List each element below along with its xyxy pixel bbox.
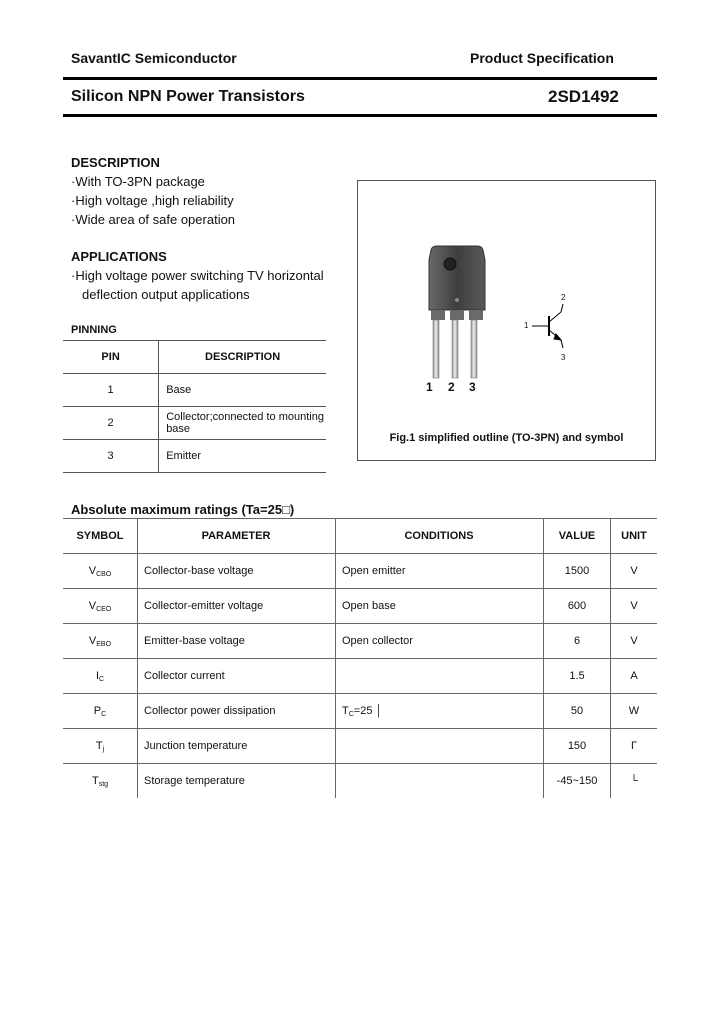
table-row [63, 440, 326, 473]
applications-item: deflection output applications [82, 287, 250, 302]
unit-cell: V [630, 565, 638, 577]
package-marking [455, 298, 459, 302]
symbol-cell [63, 589, 138, 624]
table-header-row [63, 341, 326, 374]
value-cell: -45~150 [544, 764, 611, 799]
ratings-title: Absolute maximum ratings (Ta=25□) [71, 502, 295, 517]
npn-transistor-symbol [532, 304, 563, 348]
figure-caption: Fig.1 simplified outline (TO-3PN) and symbol [389, 432, 624, 444]
table-row [63, 694, 657, 729]
table-row [63, 374, 326, 407]
lead-shoulder [431, 310, 445, 320]
product-line: Silicon NPN Power Transistors [71, 88, 305, 105]
table-row [63, 589, 657, 624]
symbol-subscript: CBO [96, 570, 112, 578]
lead-3 [471, 320, 477, 378]
pin-description: Base [166, 384, 192, 396]
ratings-table [63, 518, 657, 798]
pinning-heading: PINNING [71, 324, 117, 336]
symbol-letter: V [88, 599, 97, 612]
parameter-cell: Emitter-base voltage [138, 624, 336, 659]
conditions-cell [336, 659, 544, 694]
applications-heading: APPLICATIONS [71, 249, 167, 264]
description-item: ·High voltage ,high reliability [71, 193, 234, 208]
value-cell: 6 [544, 624, 611, 659]
symbol-subscript: C [101, 710, 107, 718]
value-cell: 150 [544, 729, 611, 764]
value-cell: 1.5 [544, 659, 611, 694]
value-cell: 1500 [544, 554, 611, 589]
pin-number: 1 [63, 374, 159, 407]
symbol-cell [63, 729, 138, 764]
lead-1 [433, 320, 439, 378]
pin-description: Collector;connected to mounting base [166, 411, 324, 435]
company-name: SavantIC Semiconductor [71, 50, 237, 66]
conditions-cell: Open base [336, 589, 544, 624]
parameter-cell: Collector-base voltage [138, 554, 336, 589]
conditions-cell [336, 729, 544, 764]
conditions-cell: Open collector [336, 624, 544, 659]
lead-2 [452, 320, 458, 378]
title-rule [63, 114, 657, 117]
symbol-subscript: C [99, 675, 105, 683]
description-item: ·Wide area of safe operation [71, 212, 236, 227]
parameter-cell: Collector power dissipation [138, 694, 336, 729]
to3pn-package-illustration [357, 180, 656, 430]
col-header-pin: PIN [63, 341, 159, 374]
symbol-subscript: j [102, 745, 105, 753]
symbol-subscript: stg [98, 780, 109, 788]
col-header-conditions: CONDITIONS [336, 519, 544, 554]
value-cell: 600 [544, 589, 611, 624]
unit-cell: V [630, 600, 638, 612]
applications-item: ·High voltage power switching TV horizontal [71, 268, 324, 283]
table-row [63, 554, 657, 589]
unit-cell: W [628, 705, 640, 717]
col-header-symbol: SYMBOL [63, 519, 138, 554]
pin-number: 2 [63, 407, 159, 440]
pinning-table [63, 340, 326, 473]
symbol-letter: I [95, 669, 99, 682]
symbol-cell [63, 659, 138, 694]
parameter-cell: Storage temperature [138, 764, 336, 799]
table-row [63, 764, 657, 799]
symbol-subscript: EBO [96, 640, 112, 648]
mounting-hole [444, 258, 456, 270]
unit-cell: Γ [630, 740, 638, 752]
document-type: Product Specification [470, 50, 614, 66]
parameter-cell: Collector-emitter voltage [138, 589, 336, 624]
conditions-cell [336, 764, 544, 799]
value-cell: 50 [544, 694, 611, 729]
symbol-letter: P [93, 704, 102, 717]
pin-label-2: 2 [448, 380, 455, 394]
col-header-description: DESCRIPTION [205, 351, 281, 363]
table-row [63, 624, 657, 659]
parameter-cell: Junction temperature [138, 729, 336, 764]
table-header-row [63, 519, 657, 554]
symbol-label-collector: 2 [561, 293, 566, 302]
parameter-cell: Collector current [138, 659, 336, 694]
symbol-subscript: CEO [96, 605, 112, 613]
unit-cell: V [630, 635, 638, 647]
symbol-cell [63, 694, 138, 729]
header-rule [63, 77, 657, 80]
table-row [63, 659, 657, 694]
condition-value: =25 │ [353, 704, 383, 717]
symbol-letter: V [88, 564, 97, 577]
conditions-cell [336, 694, 544, 729]
pin-description: Emitter [166, 450, 202, 462]
table-row [63, 729, 657, 764]
condition-symbol: T [342, 704, 349, 717]
col-header-unit: UNIT [621, 530, 647, 542]
description-heading: DESCRIPTION [71, 155, 160, 170]
symbol-letter: T [95, 739, 103, 752]
symbol-cell [63, 764, 138, 799]
col-header-parameter: PARAMETER [138, 519, 336, 554]
part-number: 2SD1492 [548, 87, 619, 106]
lead-shoulder [450, 310, 464, 320]
unit-cell: A [630, 670, 638, 682]
symbol-cell [63, 624, 138, 659]
description-item: ·With TO-3PN package [71, 174, 205, 189]
table-row [63, 407, 326, 440]
symbol-label-emitter: 3 [561, 353, 566, 362]
symbol-label-base: 1 [524, 321, 529, 330]
pin-label-3: 3 [469, 380, 476, 394]
col-header-value: VALUE [544, 519, 611, 554]
symbol-letter: T [91, 774, 99, 787]
pin-label-1: 1 [426, 380, 433, 394]
symbol-cell [63, 554, 138, 589]
condition-subscript: C [348, 710, 354, 718]
lead-shoulder [469, 310, 483, 320]
symbol-letter: V [88, 634, 97, 647]
pin-number: 3 [63, 440, 159, 473]
unit-cell: └ [630, 775, 638, 787]
conditions-cell: Open emitter [336, 554, 544, 589]
